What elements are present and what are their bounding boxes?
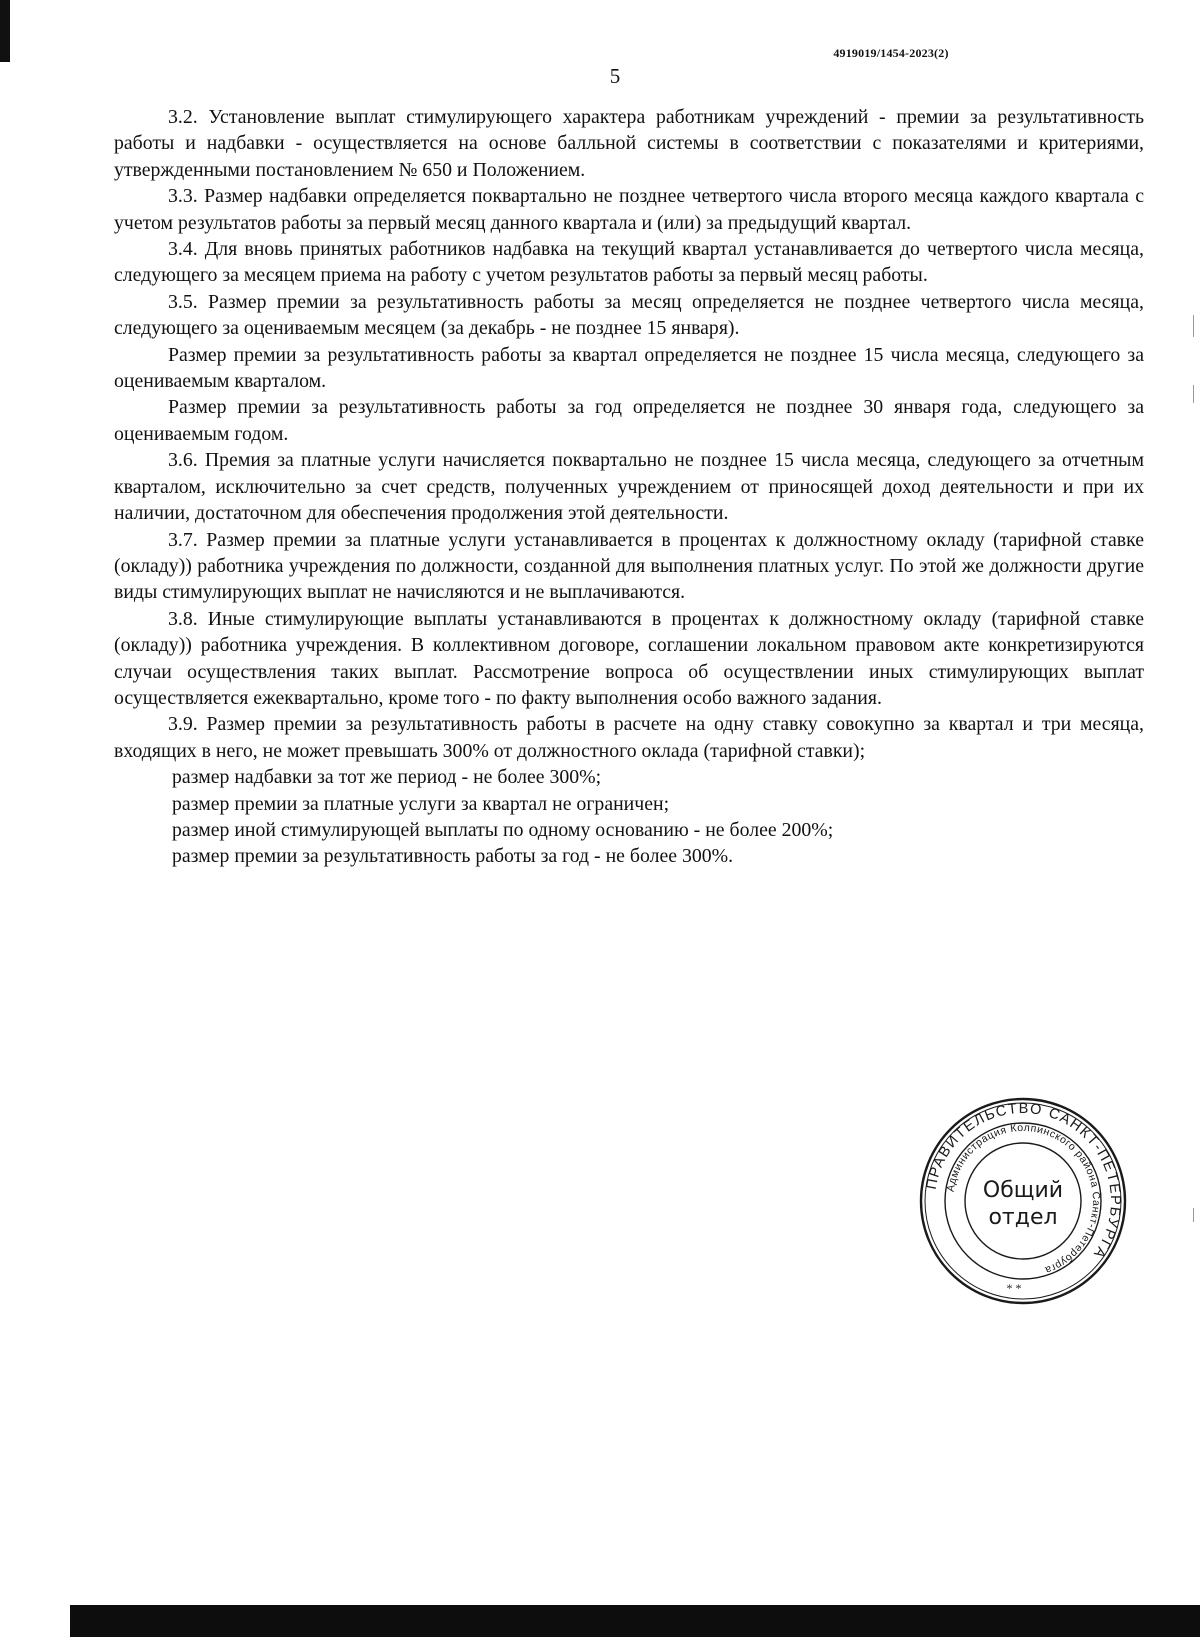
scan-mark xyxy=(1193,385,1194,403)
limit-year-premium: размер премии за результативность работы за год - не более 300%. xyxy=(172,845,734,868)
paragraph-3-9: 3.9. Размер премии за результативность работы в расчете на одну ставку совокупно за квартал и три месяца, входящих в него, не может превышать 300% от должностного оклада (тарифной ставки); xyxy=(114,713,1144,762)
limit-other-payment: размер иной стимулирующей выплаты по одному основанию - не более 200%; xyxy=(172,818,834,841)
scan-edge-left xyxy=(0,0,10,62)
paragraph-3-2: 3.2. Установление выплат стимулирующего характера работникам учреждений - премии за результативность работы и надбавки - осуществляется на основе балльной системы в соответствии с показателями и критериями, утвержденными постановлением № 650 и Положением. xyxy=(114,106,1144,181)
paragraph-year-premium: Размер премии за результативность работы за год определяется не позднее 30 января года, следующего за оцениваемым годом. xyxy=(114,396,1144,445)
stamp-center-line1: Общий xyxy=(982,1178,1064,1203)
stamp-graphic xyxy=(918,1096,1128,1306)
stamp-inner-text: Администрация Колпинского района Санкт-Петербурга xyxy=(944,1121,1103,1277)
official-stamp xyxy=(918,1096,1128,1306)
scan-mark xyxy=(1193,315,1194,337)
document-body xyxy=(114,104,1144,870)
paragraph-3-7: 3.7. Размер премии за платные услуги устанавливается в процентах к должностному окладу (тарифной ставке (окладу)) работника учреждения по должности, созданной для выполнения платных услуг. По этой же должности другие виды стимулирующих выплат не начисляются и не выплачиваются. xyxy=(114,528,1144,604)
paragraph-3-5: 3.5. Размер премии за результативность работы за месяц определяется не позднее четвертого числа месяца, следующего за оцениваемым месяцем (за декабрь - не позднее 15 января). xyxy=(114,290,1144,340)
limit-paid-services: размер премии за платные услуги за квартал не ограничен; xyxy=(172,792,670,815)
stamp-outer-text: ПРАВИТЕЛЬСТВО САНКТ-ПЕТЕРБУРГА xyxy=(923,1100,1124,1262)
document-number: 4919019/1454-2023(2) xyxy=(833,46,949,60)
paragraph-3-4: 3.4. Для вновь принятых работников надбавка на текущий квартал устанавливается до четвертого числа месяца, следующего за месяцем приема на работу с учетом результатов работы за первый месяц работы. xyxy=(114,238,1144,287)
paragraph-3-8: 3.8. Иные стимулирующие выплаты устанавливаются в процентах к должностному окладу (тарифной ставке (окладу)) работника учреждения. В коллективном договоре, соглашении локальном правовом акте конкретизируются случаи осуществления таких выплат. Рассмотрение вопроса об осуществлении иных стимулирующих выплат осуществляется ежеквартально, кроме того - по факту выполнения особо важного задания. xyxy=(114,607,1144,709)
limit-allowance: размер надбавки за тот же период - не более 300%; xyxy=(172,766,602,789)
scan-mark xyxy=(1193,1208,1194,1222)
paragraph-3-6: 3.6. Премия за платные услуги начисляется поквартально не позднее 15 числа месяца, следующего за отчетным кварталом, исключительно за счет средств, полученных учреждением от приносящей доход деятельности и при их наличии, достаточном для обеспечения продолжения этой деятельности. xyxy=(114,449,1144,525)
scan-edge-bottom xyxy=(0,1605,1200,1637)
paragraph-quarter-premium: Размер премии за результативность работы за квартал определяется не позднее 15 числа месяца, следующего за оцениваемым кварталом. xyxy=(114,343,1144,393)
page-number: 5 xyxy=(609,64,621,88)
stamp-stars: * * xyxy=(1006,1281,1022,1295)
paragraph-3-3: 3.3. Размер надбавки определяется поквартально не позднее четвертого числа второго месяца каждого квартала с учетом результатов работы за первый месяц данного квартала и (или) за предыдущий квартал. xyxy=(114,185,1144,234)
stamp-center-line2: отдел xyxy=(988,1205,1058,1230)
